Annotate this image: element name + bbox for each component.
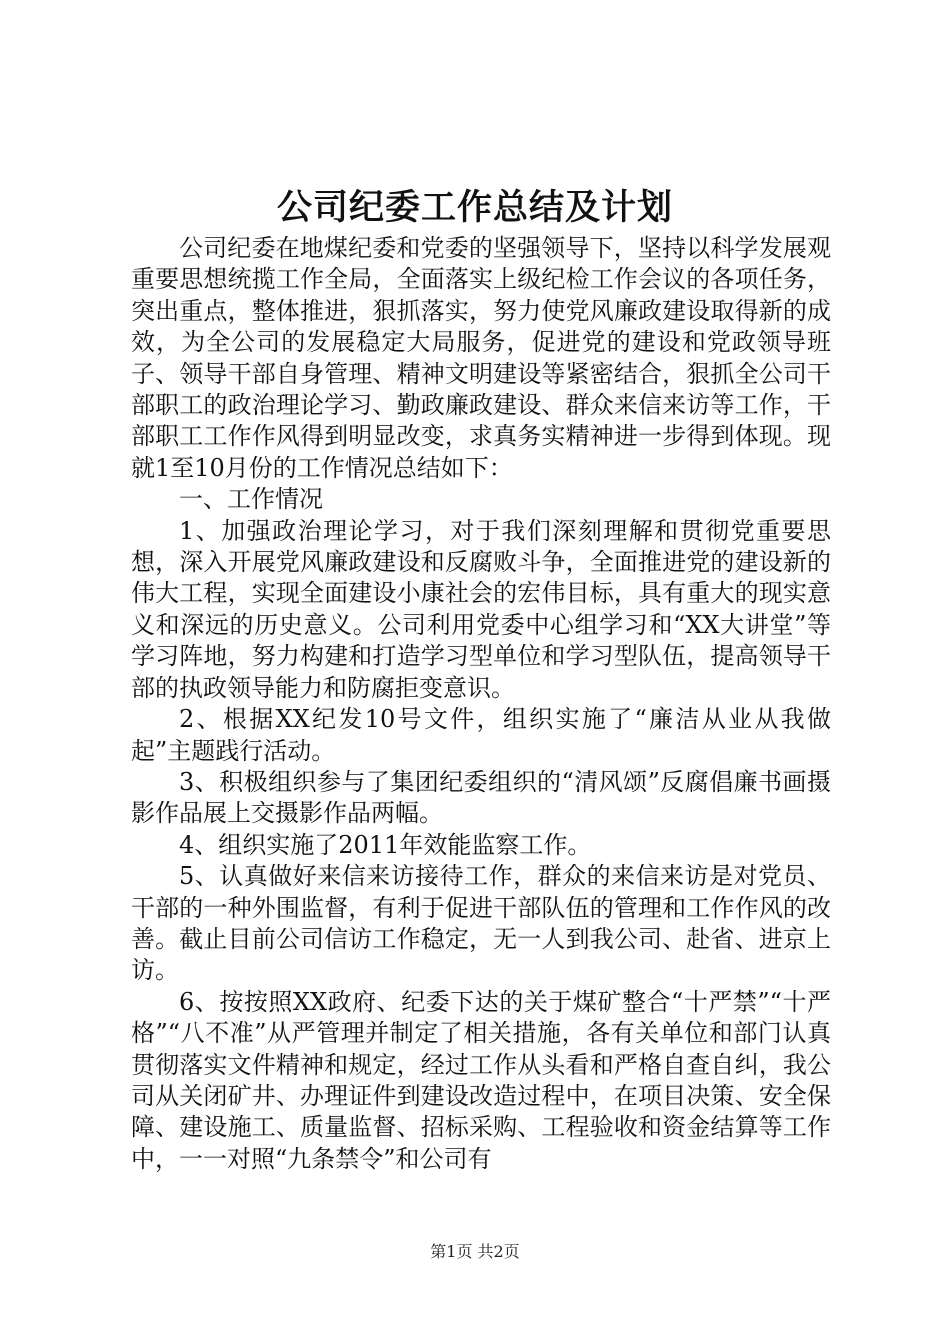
paragraph-item-6: 6、按按照XX政府、纪委下达的关于煤矿整合“十严禁”“十严格”“八不准”从严管理并制定了相关措施，各有关单位和部门认真贯彻落实文件精神和规定，经过工作从头看和严格自查自纠，我公司从关闭矿井、办理证件到建设改造过程中，在项目决策、安全保障、建设施工、质量监督、招标采购、工程验收和资金结算等工作中，一一对照“九条禁令”和公司有 xyxy=(131,987,831,1173)
paragraph-item-3: 3、积极组织参与了集团纪委组织的“清风颂”反腐倡廉书画摄影作品展上交摄影作品两幅。 xyxy=(131,767,831,828)
paragraph-item-1: 1、加强政治理论学习，对于我们深刻理解和贯彻党重要思想，深入开展党风廉政建设和反腐败斗争，全面推进党的建设新的伟大工程，实现全面建设小康社会的宏伟目标，具有重大的现实意义和深远的历史意义。公司利用党委中心组学习和“XX大讲堂”等学习阵地，努力构建和打造学习型单位和学习型队伍，提高领导干部的执政领导能力和防腐拒变意识。 xyxy=(131,516,831,702)
section-heading-work-status: 一、工作情况 xyxy=(179,485,323,514)
document-title: 公司纪委工作总结及计划 xyxy=(276,187,673,228)
page-number-footer: 第1页 共2页 xyxy=(430,1242,520,1261)
paragraph-item-2: 2、根据XX纪发10号文件，组织实施了“廉洁从业从我做起”主题践行活动。 xyxy=(131,705,831,765)
paragraph-item-5: 5、认真做好来信来访接待工作，群众的来信来访是对党员、干部的一种外围监督，有利于促进干部队伍的管理和工作作风的改善。截止目前公司信访工作稳定，无一人到我公司、赴省、进京上访。 xyxy=(131,862,831,985)
paragraph-intro: 公司纪委在地煤纪委和党委的坚强领导下，坚持以科学发展观重要思想统揽工作全局，全面落实上级纪检工作会议的各项任务，突出重点，整体推进，狠抓落实，努力使党风廉政建设取得新的成效，为全公司的发展稳定大局服务，促进党的建设和党政领导班子、领导干部自身管理、精神文明建设等紧密结合，狠抓全公司干部职工的政治理论学习、勤政廉政建设、群众来信来访等工作，干部职工工作作风得到明显改变，求真务实精神进一步得到体现。现就1至10月份的工作情况总结如下： xyxy=(131,234,831,482)
paragraph-item-4: 4、组织实施了2011年效能监察工作。 xyxy=(179,830,592,859)
document-body xyxy=(131,233,831,1175)
